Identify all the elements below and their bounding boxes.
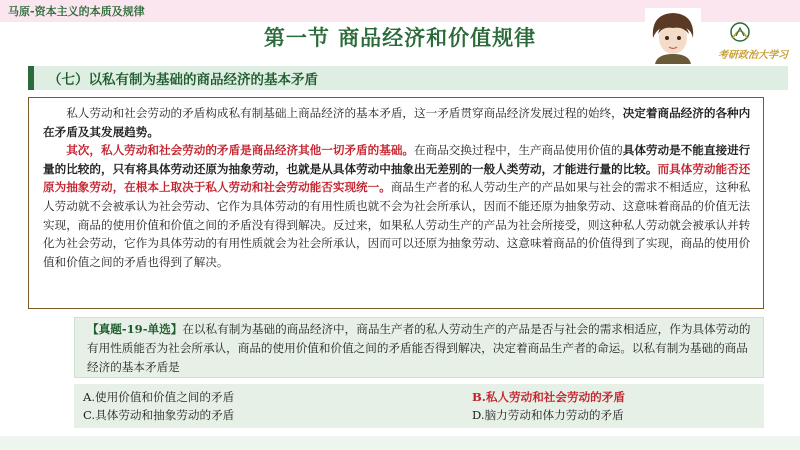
option-b[interactable]: B.私人劳动和社会劳动的矛盾 — [472, 390, 625, 404]
p1-bold: 决定着商品经济的各种内在矛盾及其发展趋势。 — [43, 106, 751, 139]
content-box — [28, 97, 764, 309]
p1-text: 私人劳动和社会劳动的矛盾构成私有制基础上商品经济的基本矛盾，这一矛盾贯穿商品经济发展过程的始终， — [66, 106, 623, 120]
option-d[interactable]: D.脑力劳动和体力劳动的矛盾 — [472, 408, 624, 422]
section-title: 第一节 商品经济和价值规律 — [263, 26, 537, 50]
p2-bold: 具体劳动是不能直接进行量的比较的，只有将具体劳动还原为抽象劳动，也就是从具体劳动中抽象出无差别的一般人类劳动，才能进行量的比较。 — [43, 143, 751, 176]
course-label: 马原-资本主义的本质及规律 — [8, 5, 145, 18]
question-tag: 【真题-19-单选】 — [87, 322, 183, 336]
brand-logo-text: 考研政治大学习 — [718, 50, 788, 61]
p2-red2: 而具体劳动能否还原为抽象劳动，在根本上取决于私人劳动和社会劳动能否实现统一。 — [43, 161, 751, 195]
question-text: 在以私有制为基础的商品经济中，商品生产者的私人劳动生产的产品是否与社会的需求相适应，作为具体劳动的有用性质能否为社会所承认，商品的使用价值和价值之间的矛盾能否得到解决，决定着商品生产者的命运。以私有制为基础的商品经济的基本矛盾是 — [87, 322, 751, 374]
question-box — [74, 317, 764, 378]
paragraph-2 — [43, 141, 751, 271]
option-a[interactable]: A.使用价值和价值之间的矛盾 — [83, 390, 235, 404]
p2-rest: 商品生产者的私人劳动生产的产品如果与社会的需求不相适应，这种私人劳动就不会被承认为社会劳动、它作为具体劳动的有用性质也就不会为社会所承认，因而不能还原为抽象劳动、这意味着商品的价值无法实现，商品的使用价值和价值之间的矛盾没有得到解决。反过来，如果私人劳动生产的产品为社会所接受，则这种私人劳动就会被承认并转化为社会劳动，它作为具体劳动的有用性质就会为社会所承认，因而可以还原为抽象劳动、这意味着商品的价值得到了实现，商品的使用价值和价值之间的矛盾也得到了解决。 — [43, 180, 751, 269]
p2-text: 在商品交换过程中，生产商品使用价值的 — [414, 143, 623, 158]
presenter-avatar-icon — [645, 8, 701, 64]
option-c[interactable]: C.具体劳动和抽象劳动的矛盾 — [83, 408, 235, 422]
subheading: （七）以私有制为基础的商品经济的基本矛盾 — [48, 72, 318, 88]
p2-red: 其次，私人劳动和社会劳动的矛盾是商品经济其他一切矛盾的基础。 — [66, 143, 415, 158]
bottom-strip — [0, 436, 800, 450]
paragraph-1 — [43, 104, 751, 141]
options-box — [74, 384, 764, 428]
